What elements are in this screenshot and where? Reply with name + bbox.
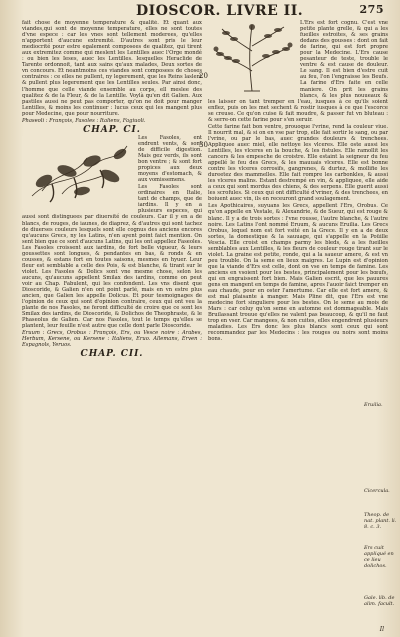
margin-line-number-30: 30 bbox=[199, 141, 208, 149]
chapter-ci-body: Les Fasoles sont ordinaires en Italie, tant de champs, que de iardins. Il y en a plusieurs especes, qui aussi sont distinguees par diuersité de couleurs. Car il y en a de blancs, de rouges, de iaunes, de diaprez, & d'autres qui sont tachez de diuerses couleurs lesquels sont elle cognus des anciens encores qu'aucuns Grecs, ny les Latins, n'en ayent point faict mention. On sent bien que ce sont d'aucuns Latins, qui les ont appellez Faseoles. Les Fasoles croissent aux iardins, de fort belle vigueur, & leurs goussettes sont longues, & pendantes en bas, & ronds & en cousses, & estans fort en toutes saisons, mesmes en hyuer. Leur fleur est semblable a celle des Pois, & est blanche, & tirant sur le violet. Les Fasoles & Dolics sont vne mesme chose, selon les aucuns, qu'aucuns appellent Smilax des iardins, comme on peut voir au Chap. Fabulent, qui les confondent. Les vns disent que Dioscoride, & Galien n'en ont point parlé, mais en vn estre plus ancien, que Galien les appelle Dolicus. Et pour tesmoignages de l'opinion de ceux qui sont d'opinion contraire, ceux qui ont veu la plante de nos Fasoles, ne feront difficulté de croire que ce sont les Smilax des iardins, de Dioscoride, & Dolichos de Theophraste, & le Phaseolus de Galien. Car nos Fasoles, tout le temps qu'elles se plantent, leur feuille n'est autre que celle dont parle Dioscoride. bbox=[22, 184, 202, 330]
chapter-cii-body: Cette farine fait bon ventre, prouoque l'vrine, rend la couleur viue. Il nourrit mal, & si on en vse par trop, elle fait sortir le sang, ou par l'vrine, ou par le bas, auec grandes douleurs & trenchees. Appliquee auec miel, elle nettoye les vlceres. Elle oste aussi les Lentilles, les vlceres en la bouche, & les fistules. Elle ramollit les cancers & les empesche de croistre. Elle estaint la seigneur du feu appellé le feu des Grecs, & les mauuais vlceres. Elle est bonne contre les vlceres corrosifs, gangrenes, & durtez, & mollifie les dureetez des mammelles. Elle fait rompre les carbonkles, & aussi les vlceres malins. Estant destrempé en vin, & appliquee, elle aide a ceux qui sont mordus des chiens, & des serpens. Elle guerit aussi les scrofules. Si ceux qui ont difficulté d'vriner, & des trenchees, en boiuent auec vin, ils en receuront grand soulagement. bbox=[208, 123, 388, 203]
opening-paragraph: fait chose de moyenne temperature & qualité. Et quant aux viandes,qui sont de moyenne temperature, elles ne sont toutes d'vne espece : car les vnes sont tellement moderees, qu'elles n'apportent d'aucune extremité. D'autres sont pris le leur mediocrité pour estre egalement composees de qualitez, qui tirent aux extremitez comme qui meslent les Lentilles auec l'Orge mondé : ou bien les Ieses, auec les Lentilles. Iesquelles Heraclide de Tarente ordonnoit, tant aux sains qu'aux malades, Deux sortes de vn concours. Et neantmoins ces viandes sont composees de choses contraires : ce elles ne pullent, ny legerement, que les Reins laslent & pullent plus legerement que les Lentilles seules. Par ainsi donc, l'homme que celle viande ensemble au corps, ell meslee des qualitez & de la Fleur, & de la Lentille. Voylà qu'en dit Galien. Aux pastiles aussi ne peut pas comporter, qu'on ne doit pour manger Lentilles, & moins les continuer : lucus ceux qui les mangent plus pour Medecine, que pour nourriture. bbox=[22, 20, 202, 117]
right-column bbox=[208, 20, 388, 627]
margin-note: Ers cuit appliqué en ce lieu dolichos. bbox=[364, 545, 394, 569]
margin-note: Gale. lib. de alim. facult. bbox=[364, 595, 395, 607]
page-title: DIOSCOR. LIVRE II. bbox=[136, 3, 304, 19]
ers-woodcut bbox=[208, 21, 296, 95]
chapter-ci-summary: Les Fasoles, ent endrent vents, & sont de difficile digestion. Mais gez verds, ils sont bon ventre ; & sont fort propices aux deux moyens d'estomach, & aux vomissemens. bbox=[138, 134, 202, 184]
running-header bbox=[26, 3, 386, 19]
margin-note: Eruilia. bbox=[364, 402, 383, 408]
bean-plant-illustration bbox=[22, 136, 134, 206]
vetch-plant-illustration bbox=[208, 21, 296, 93]
margin-line-number-20: 20 bbox=[199, 72, 208, 80]
eruum-names: Eruum : Grecs, Orobus : François, Ers, ou Vesce noire : Arabes, Herbum, Kersene, ou Kersene : Italiens, Eruo. Allemans, Erven : Espagnols, Yeruos. bbox=[22, 330, 202, 349]
page-number: 275 bbox=[359, 3, 384, 16]
chapter-cii-intro: L'Ers est fort cognu. C'est vne petite plante grelle, & qui a les fueilles estroites, & ses grains dedans des gousses : dont on fait de farine, qui est fort propre pour la Medecine. L'Ers cause pesanteur de teste, trouble le ventre & est cause de douleur. Le sang. Il est bien d'estre cuit au feu, l'on l'engraisse les Beufs. La farine d'Ers faite en celle maniere. On prit les grains blancs, & les plus nouueaux & les laisser on tant tremper en l'eau, iusques à ce qu'ils soient enflez, puis on les met sechent & rostir iusques à ce que l'escorce se creuse. Ce qu'on cuise & fait moudre, & passer fut vn bluteau : & serre-on cette farine pour s'en seruir. bbox=[208, 20, 388, 123]
chapter-heading-ci: CHAP. CI. bbox=[83, 124, 141, 135]
left-column bbox=[22, 20, 202, 627]
margin-note: Cicercula. bbox=[364, 488, 390, 494]
margin-note: Theop. de nat. plant. li. 8. c. 3. bbox=[364, 512, 397, 530]
chapter-cii-commentary: Les Apothicaires, suyuans les Grecs, appellent l'Ers, Orobus. Ce qu'on appelle en Vestale, & Alexandrie, & de Sueur, qui est rouge & blanc. Il y a de trois sortes : l'vne rousse, l'autre blanche, & l'autre noire. Les Latins l'ont nommé Eruum, & aucuns Eruilia. Les Grecs Orobus, lequel nom est fort vsité en la Grece. Il y en a de deux sortes, la domestique & la sauuage, qui s'appelle en la Poüille Vescia. Elle croist en champs parmy les bleds, & a les fueilles semblables aux Lentilles, & les fleurs de couleur rouge tirant sur le violet. La graine est petite, ronde, qui a la saueur amere, & est vn peu trouble. On la seme en lieux maigres. Le Lupin est d'opinion que la viande d'Ers est celle, dont on vse en temps de famine. Les anciens en vsoient pour les bestes, principalement pour les bœufs, qui en engraissent fort bien. Mais Galien escrit, que les pauures gens en mangent en temps de famine, apres l'auoir faict tremper en eau chaude, pour en oster l'amertume. Car elle est fort amere, & est mal plaisante à manger. Mais Pline dit, que l'Ers est vne medecine fort singuliere pour les bestes. On le seme au mois de Mars : car celuy qu'on seme en automne est dommageable. Mais Bruilassant trouue qu'elles ne valent pas beaucoup, & qu'il ne faut trop en vser. Car mangees, & non cuites, elles engendrent plusieurs maladies. Les Ers donc les plus blancs sont ceux qui sont recommandez par les Medecins : les rouges ou noirs sont moins bons. bbox=[208, 203, 388, 343]
catchword: Il bbox=[379, 626, 384, 633]
phaseoli-woodcut bbox=[22, 136, 134, 208]
phaseoli-names: Phaseoli : François, Fasoles : Italiens, Fagiuoli. bbox=[22, 117, 146, 124]
chapter-heading-cii: CHAP. CII. bbox=[80, 349, 144, 360]
